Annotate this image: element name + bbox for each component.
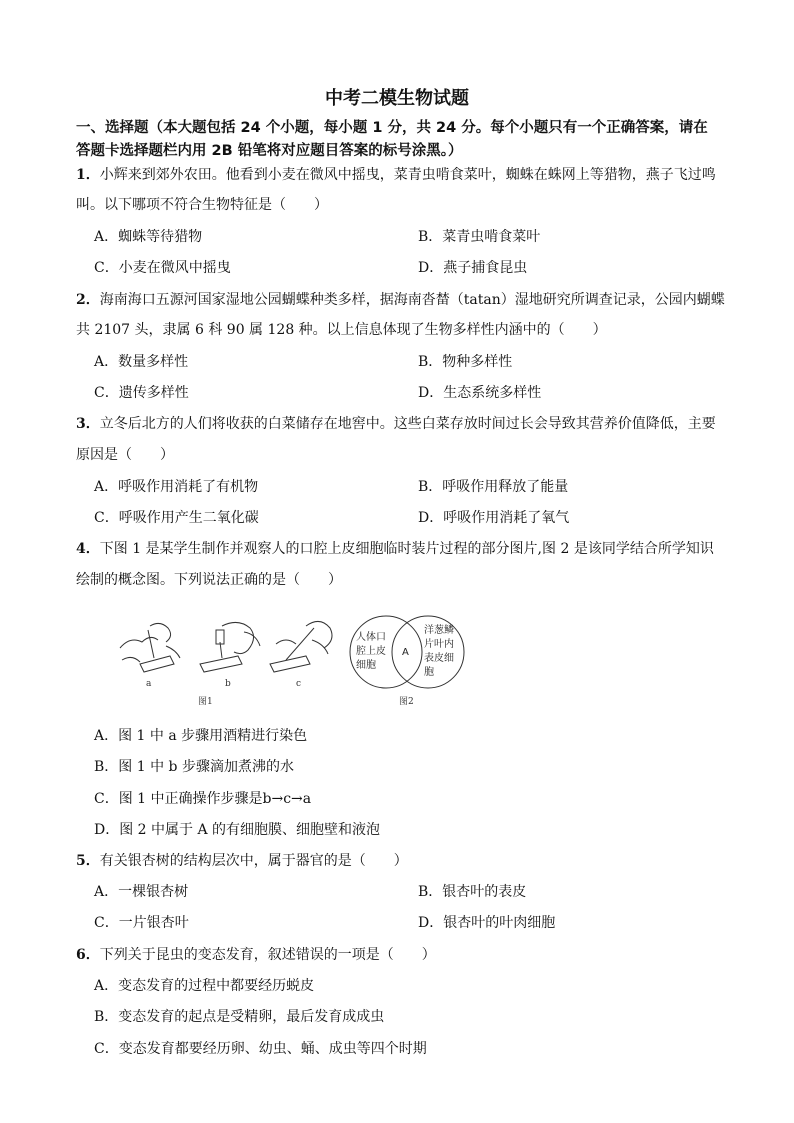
question-stem-continued: 叫。以下哪项不符合生物特征是（ ） xyxy=(76,197,328,213)
question-stem: 下图 1 是某学生制作并观察人的口腔上皮细胞临时装片过程的部分图片,图 2 是该同学结合所学知识 xyxy=(99,541,714,557)
option-a: A．数量多样性 xyxy=(94,354,189,370)
venn-right-text-2: 片叶内 xyxy=(424,639,454,650)
figure-2-caption: 图2 xyxy=(399,697,414,707)
option-b: B．图 1 中 b 步骤滴加煮沸的水 xyxy=(94,759,294,775)
option-b: B．变态发育的起点是受精卵，最后发育成成虫 xyxy=(94,1009,385,1025)
question-stem: 立冬后北方的人们将收获的白菜储存在地窖中。这些白菜存放时间过长会导致其营养价值降低，主要 xyxy=(99,416,716,432)
question-number: 1． xyxy=(76,167,100,183)
option-c: C．图 1 中正确操作步骤是b→c→a xyxy=(94,791,312,807)
option-c: C．一片银杏叶 xyxy=(94,915,189,931)
step-c-illustration xyxy=(270,621,332,672)
venn-right-text-4: 胞 xyxy=(424,667,434,678)
option-c: C．小麦在微风中摇曳 xyxy=(94,260,231,276)
option-d: D．生态系统多样性 xyxy=(418,385,542,401)
option-a: A．一棵银杏树 xyxy=(94,884,189,900)
step-a-label: a xyxy=(146,679,152,689)
option-c: C．呼吸作用产生二氧化碳 xyxy=(94,510,259,526)
question-number: 2． xyxy=(76,292,100,308)
venn-right-text-3: 表皮细 xyxy=(424,653,454,664)
option-d: D．燕子捕食昆虫 xyxy=(418,260,528,276)
question-2 xyxy=(76,290,756,310)
section-header xyxy=(76,117,756,163)
question-1 xyxy=(76,165,756,185)
venn-center-label: A xyxy=(402,647,409,658)
option-a: A．呼吸作用消耗了有机物 xyxy=(94,479,259,495)
question-stem-continued: 原因是（ ） xyxy=(76,447,174,463)
venn-right-text-1: 洋葱鳞 xyxy=(424,625,454,636)
option-d: D．呼吸作用消耗了氧气 xyxy=(418,510,570,526)
section-header-line-1: 一、选择题（本大题包括 24 个小题，每小题 1 分，共 24 分。每个小题只有一个正确答案，请在 xyxy=(76,120,708,136)
exam-title: 中考二模生物试题 xyxy=(325,88,469,109)
question-stem-continued: 共 2107 头，隶属 6 科 90 属 128 种。以上信息体现了生物多样性内涵中的（ ） xyxy=(76,322,607,338)
question-5 xyxy=(76,851,756,871)
question-4 xyxy=(76,539,756,559)
question-4-figure xyxy=(110,606,480,718)
option-b: B．银杏叶的表皮 xyxy=(418,884,527,900)
question-stem: 有关银杏树的结构层次中，属于器官的是（ ） xyxy=(99,853,408,869)
question-number: 3． xyxy=(76,416,100,432)
option-b: B．呼吸作用释放了能量 xyxy=(418,479,569,495)
option-a: A．变态发育的过程中都要经历蜕皮 xyxy=(94,978,315,994)
venn-left-text-2: 腔上皮 xyxy=(356,646,386,657)
option-a: A．图 1 中 a 步骤用酒精进行染色 xyxy=(94,728,308,744)
question-number: 6． xyxy=(76,947,100,963)
option-c: C．变态发育都要经历卵、幼虫、蛹、成虫等四个时期 xyxy=(94,1041,427,1057)
option-b: B．物种多样性 xyxy=(418,354,513,370)
venn-left-text-3: 细胞 xyxy=(356,660,376,671)
question-number: 4． xyxy=(76,541,100,557)
option-b: B．菜青虫啃食菜叶 xyxy=(418,229,541,245)
question-6 xyxy=(76,945,756,965)
question-stem-continued: 绘制的概念图。下列说法正确的是（ ） xyxy=(76,572,342,588)
section-header-line-2: 答题卡选择题栏内用 2B 铅笔将对应题目答案的标号涂黑。） xyxy=(76,143,463,159)
venn-left-text-1: 人体口 xyxy=(356,632,386,643)
option-d: D．银杏叶的叶肉细胞 xyxy=(418,915,556,931)
question-3 xyxy=(76,414,756,434)
step-a-illustration xyxy=(120,623,180,672)
question-number: 5． xyxy=(76,853,100,869)
question-stem: 海南海口五源河国家湿地公园蝴蝶种类多样，据海南沓榃（tatan）湿地研究所调查记录，公园内蝴蝶 xyxy=(99,292,725,308)
step-b-label: b xyxy=(225,679,231,689)
option-c: C．遗传多样性 xyxy=(94,385,189,401)
step-b-illustration xyxy=(200,622,260,672)
question-stem: 小辉来到郊外农田。他看到小麦在微风中摇曳，菜青虫啃食菜叶，蜘蛛在蛛网上等猎物，燕子飞过鸣 xyxy=(99,167,716,183)
question-stem: 下列关于昆虫的变态发育，叙述错误的一项是（ ） xyxy=(99,947,436,963)
option-a: A．蜘蛛等待猎物 xyxy=(94,229,203,245)
option-d: D．图 2 中属于 A 的有细胞膜、细胞壁和液泡 xyxy=(94,822,381,838)
figure-1-caption: 图1 xyxy=(198,697,213,707)
step-c-label: c xyxy=(296,679,302,689)
